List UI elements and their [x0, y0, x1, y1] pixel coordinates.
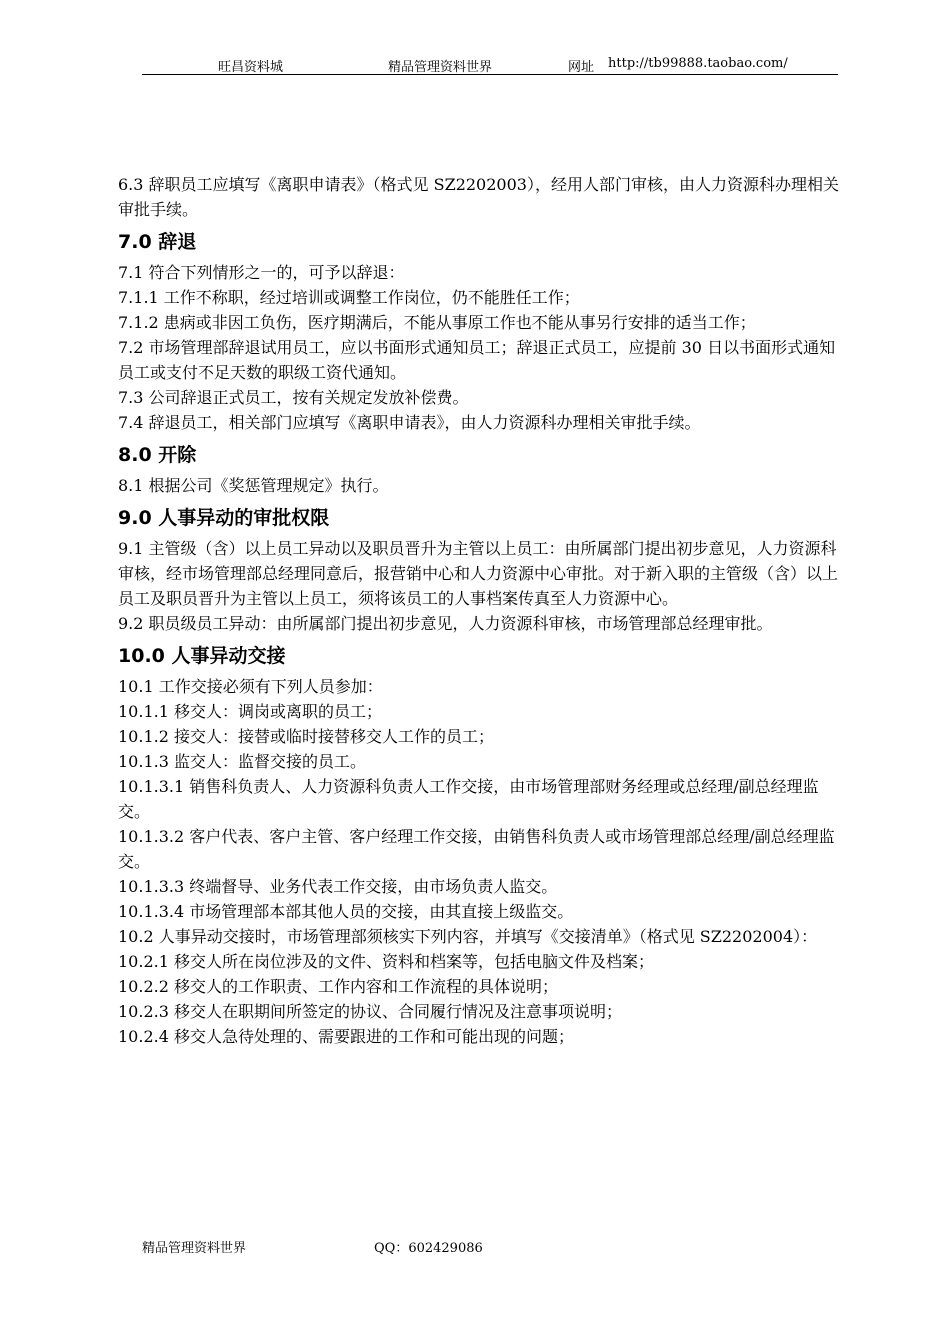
clause-10-1-1: 10.1.1 移交人：调岗或离职的员工； — [118, 702, 382, 721]
clause-10-2-2: 10.2.2 移交人的工作职责、工作内容和工作流程的具体说明； — [118, 977, 558, 996]
section-heading-10: 10.0 人事异动交接 — [118, 645, 286, 667]
clause-10-1-3: 10.1.3 监交人：监督交接的员工。 — [118, 752, 366, 771]
clause-7-3: 7.3 公司辞退正式员工，按有关规定发放补偿费。 — [118, 388, 469, 407]
clause-10-1: 10.1 工作交接必须有下列人员参加： — [118, 677, 383, 696]
clause-6-3: 6.3 辞职员工应填写《离职申请表》（格式见 SZ2202003），经用人部门审核，由人力资源科办理相关审批手续。 — [118, 175, 839, 219]
clause-10-2-3: 10.2.3 移交人在职期间所签定的协议、合同履行情况及注意事项说明； — [118, 1002, 622, 1021]
footer-qq: QQ：602429086 — [374, 1241, 483, 1256]
clause-10-2-4: 10.2.4 移交人急待处理的、需要跟进的工作和可能出现的问题； — [118, 1027, 574, 1046]
clause-10-1-3-3: 10.1.3.3 终端督导、业务代表工作交接，由市场负责人监交。 — [118, 877, 558, 896]
header-url: http://tb99888.taobao.com/ — [608, 56, 788, 71]
header-shop-name: 旺昌资料城 — [218, 60, 284, 75]
page-header — [142, 52, 838, 75]
clause-7-1-2: 7.1.2 患病或非因工负伤，医疗期满后，不能从事原工作也不能从事另行安排的适当工作； — [118, 313, 756, 332]
clause-7-1: 7.1 符合下列情形之一的，可予以辞退： — [118, 263, 405, 282]
clause-7-4: 7.4 辞退员工，相关部门应填写《离职申请表》，由人力资源科办理相关审批手续。 — [118, 413, 701, 432]
clause-9-1: 9.1 主管级（含）以上员工异动以及职员晋升为主管以上员工：由所属部门提出初步意见，人力资源科审核，经市场管理部总经理同意后，报营销中心和人力资源中心审批。对于新入职的主管级（含）以上员工及职员晋升为主管以上员工，须将该员工的人事档案传真至人力资源中心。 — [118, 539, 839, 608]
clause-7-2: 7.2 市场管理部辞退试用员工，应以书面形式通知员工；辞退正式员工，应提前 30 日以书面形式通知员工或支付不足天数的职级工资代通知。 — [118, 338, 836, 382]
clause-10-2: 10.2 人事异动交接时，市场管理部须核实下列内容，并填写《交接清单》（格式见 SZ2202004）： — [118, 927, 818, 946]
header-url-label: 网址 — [568, 60, 595, 75]
clause-10-2-1: 10.2.1 移交人所在岗位涉及的文件、资料和档案等，包括电脑文件及档案； — [118, 952, 654, 971]
section-heading-7: 7.0 辞退 — [118, 231, 197, 253]
clause-10-1-3-4: 10.1.3.4 市场管理部本部其他人员的交接，由其直接上级监交。 — [118, 902, 574, 921]
section-heading-8: 8.0 开除 — [118, 444, 197, 466]
clause-10-1-3-2: 10.1.3.2 客户代表、客户主管、客户经理工作交接，由销售科负责人或市场管理部总经理/副总经理监交。 — [118, 827, 835, 871]
clause-10-1-3-1: 10.1.3.1 销售科负责人、人力资源科负责人工作交接，由市场管理部财务经理或总经理/副总经理监交。 — [118, 777, 819, 821]
section-heading-9: 9.0 人事异动的审批权限 — [118, 507, 330, 529]
clause-7-1-1: 7.1.1 工作不称职，经过培训或调整工作岗位，仍不能胜任工作； — [118, 288, 580, 307]
clause-9-2: 9.2 职员级员工异动：由所属部门提出初步意见，人力资源科审核，市场管理部总经理审批。 — [118, 614, 773, 633]
footer-slogan: 精品管理资料世界 — [142, 1241, 247, 1256]
header-slogan: 精品管理资料世界 — [388, 60, 493, 75]
clause-10-1-2: 10.1.2 接交人：接替或临时接替移交人工作的员工； — [118, 727, 494, 746]
clause-8-1: 8.1 根据公司《奖惩管理规定》执行。 — [118, 476, 389, 495]
document-body — [118, 172, 840, 1049]
